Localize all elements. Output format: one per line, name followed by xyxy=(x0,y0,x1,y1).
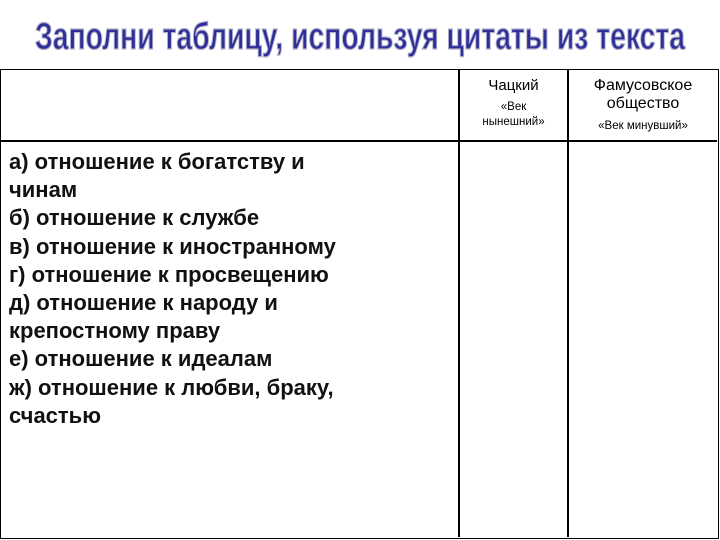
header-chatsky xyxy=(460,77,567,130)
answer-cell-chatsky[interactable] xyxy=(460,142,567,537)
criterion-row-g xyxy=(9,261,454,289)
header-famusov-society xyxy=(569,77,717,134)
criterion-row-a xyxy=(9,148,454,204)
criteria-list xyxy=(9,148,454,430)
criterion-row-d xyxy=(9,289,454,345)
criterion-text: б) отношение к службе xyxy=(9,205,260,231)
header-chatsky-name: Чацкий xyxy=(488,77,539,94)
criterion-text: г) отношение к просвещению xyxy=(9,261,329,287)
criterion-text: а) отношение к богатству и xyxy=(9,149,305,174)
header-famusov-name xyxy=(569,77,717,113)
criterion-text: ж) отношение к любви, браку, xyxy=(9,374,334,400)
header-chatsky-quote-line1: «Век xyxy=(500,101,527,113)
criterion-row-v xyxy=(9,233,454,261)
criterion-row-e xyxy=(9,345,454,373)
criterion-text: счастью xyxy=(9,402,101,428)
header-famusov-name-line1: Фамусовское xyxy=(593,77,693,94)
page-title-text: Заполни таблицу, используя цитаты из текста xyxy=(35,16,686,58)
criterion-text: д) отношение к народу и xyxy=(9,290,278,316)
criterion-text: в) отношение к иностранному xyxy=(9,233,336,259)
criterion-row-zh xyxy=(9,374,454,430)
criterion-text: крепостному праву xyxy=(9,318,221,344)
page-title-graphic xyxy=(0,6,720,60)
header-famusov-quote: «Век минувший» xyxy=(598,120,688,132)
criterion-text: чинам xyxy=(9,177,78,203)
header-chatsky-quote-line2: нынешний» xyxy=(482,116,545,128)
page-title xyxy=(0,6,720,60)
criterion-text: е) отношение к идеалам xyxy=(9,346,273,372)
answer-cell-famusov[interactable] xyxy=(569,142,717,537)
header-chatsky-quote xyxy=(460,100,567,130)
quote-table xyxy=(0,69,719,539)
criterion-row-b xyxy=(9,204,454,232)
header-famusov-name-line2: общество xyxy=(606,95,680,112)
